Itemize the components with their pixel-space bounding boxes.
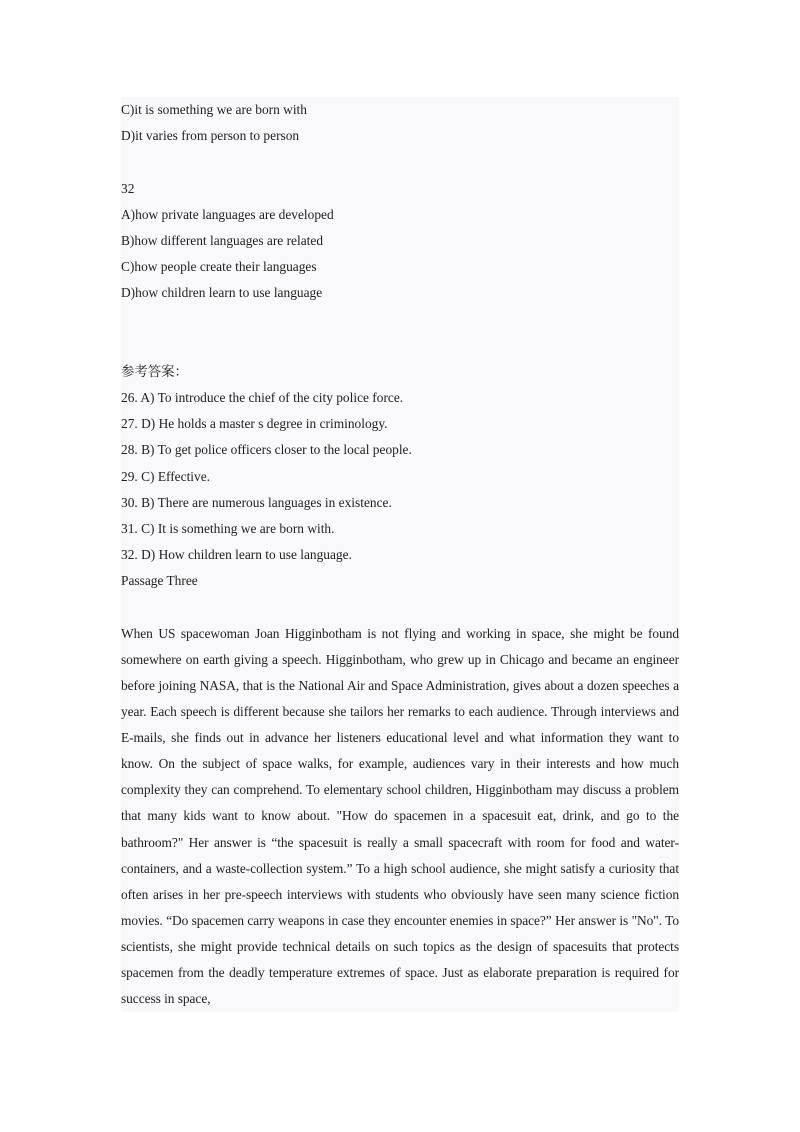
spacer [121, 333, 679, 359]
answer-27: 27. D) He holds a master s degree in criminology. [121, 416, 388, 432]
option-32-b: B)how different languages are related [121, 232, 324, 248]
answer-31: 31. C) It is something we are born with. [121, 521, 335, 536]
option-32-a: A)how private languages are developed [121, 206, 334, 222]
answer-28: 28. B) To get police officers closer to the local people. [121, 442, 412, 458]
answer-26: 26. A) To introduce the chief of the city police force. [121, 390, 404, 406]
passage-body: When US spacewoman Joan Higginbotham is not flying and working in space, she might be found somewhere on earth giving a speech. Higginbotham, who grew up in Chicago and became an engineer before joining NASA, that is the National Air and Space Administration, gives about a dozen speeches a year. Each speech is different because she tailors her remarks to each audience. Through interviews and E-mails, she finds out in advance her listeners educational level and what information they want to know. On the subject of space walks, for example, audiences vary in their interests and how much complexity they can comprehend. To elementary school children, Higginbotham may discuss a problem that many kids want to know about. "How do spacemen in a spacesuit eat, drink, and go to the bathroom?" Her answer is “the spacesuit is really a small spacecraft with room for food and water-containers, and a waste-collection system.” To a high school audience, she might satisfy a curiosity that often arises in her pre-speech interviews with students who obviously have seen many science fiction movies. “Do spacemen carry weapons in case they encounter enemies in space?” Her answer is "No". To scientists, she might provide technical details on such topics as the design of spacesuits that protects spacemen from the deadly temperature extremes of space. Just as elaborate preparation is required for success in space, [121, 625, 679, 1007]
question-number-32: 32 [121, 180, 135, 196]
option-31-d: D)it varies from person to person [121, 128, 300, 144]
option-31-c: C)it is something we are born with [121, 102, 307, 117]
option-32-c: C)how people create their languages [121, 259, 317, 275]
answer-30: 30. B) There are numerous languages in existence. [121, 494, 392, 510]
option-32-d: D)how children learn to use language [121, 285, 323, 301]
spacer [121, 307, 679, 333]
answer-29: 29. C) Effective. [121, 468, 210, 484]
passage-title: Passage Three [121, 573, 198, 589]
answer-32: 32. D) How children learn to use language. [121, 547, 352, 563]
spacer [121, 595, 679, 621]
spacer [121, 149, 679, 175]
document-content [121, 97, 679, 1012]
answers-heading: 参考答案： [121, 363, 188, 379]
